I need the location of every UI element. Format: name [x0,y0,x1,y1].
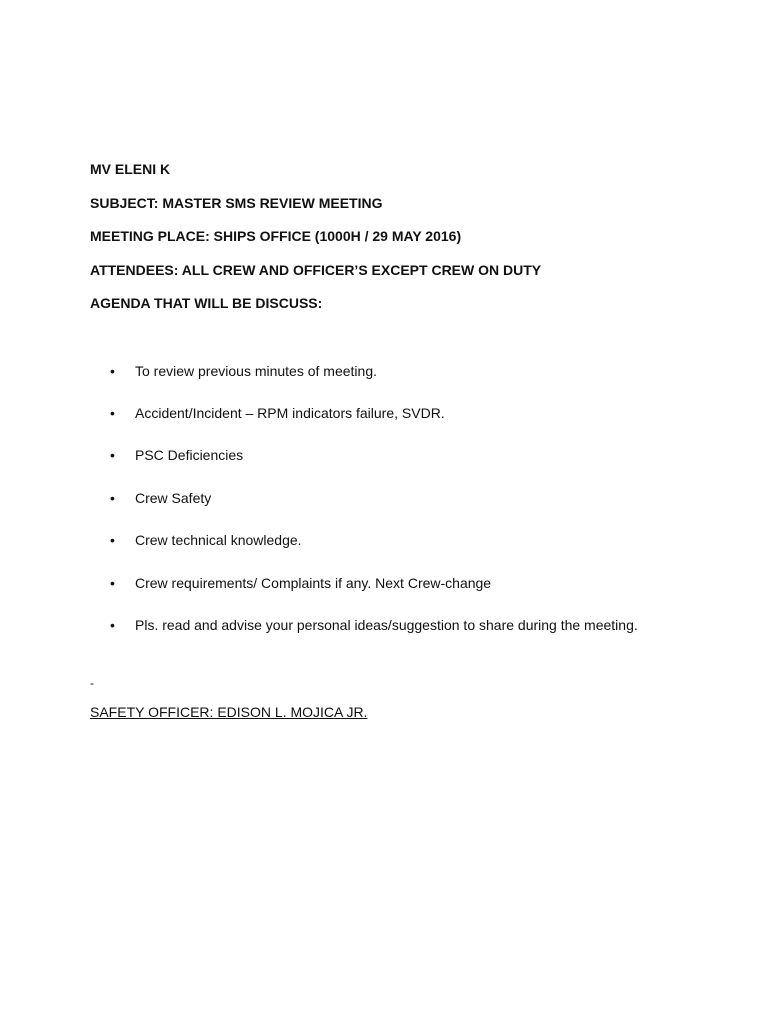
separator-dash: - [90,676,94,690]
signature-line: SAFETY OFFICER: EDISON L. MOJICA JR. [90,704,368,720]
agenda-item [110,531,302,549]
agenda-item-text: Pls. read and advise your personal ideas/suggestion to share during the meeting. [135,617,638,633]
vessel-name: MV ELENI K [90,161,171,177]
bullet-icon: • [110,617,115,633]
bullet-icon: • [110,532,115,548]
agenda-item-text: Accident/Incident – RPM indicators failure, SVDR. [135,405,445,421]
agenda-item [110,404,445,422]
agenda-item-text: To review previous minutes of meeting. [135,363,377,379]
agenda-item [110,489,211,507]
bullet-icon: • [110,405,115,421]
attendees-line: ATTENDEES: ALL CREW AND OFFICER’S EXCEPT CREW ON DUTY [90,262,542,278]
agenda-item-text: Crew requirements/ Complaints if any. Next Crew-change [135,575,492,591]
bullet-icon: • [110,575,115,591]
subject-line: SUBJECT: MASTER SMS REVIEW MEETING [90,195,383,211]
agenda-item [110,616,638,634]
meeting-place-line: MEETING PLACE: SHIPS OFFICE (1000H / 29 MAY 2016) [90,228,462,244]
agenda-item [110,362,377,380]
bullet-icon: • [110,490,115,506]
bullet-icon: • [110,363,115,379]
agenda-item [110,446,243,464]
bullet-icon: • [110,447,115,463]
agenda-item-text: Crew technical knowledge. [135,532,302,548]
agenda-item [110,574,491,592]
agenda-heading: AGENDA THAT WILL BE DISCUSS: [90,295,323,311]
agenda-item-text: PSC Deficiencies [135,447,244,463]
agenda-item-text: Crew Safety [135,490,212,506]
